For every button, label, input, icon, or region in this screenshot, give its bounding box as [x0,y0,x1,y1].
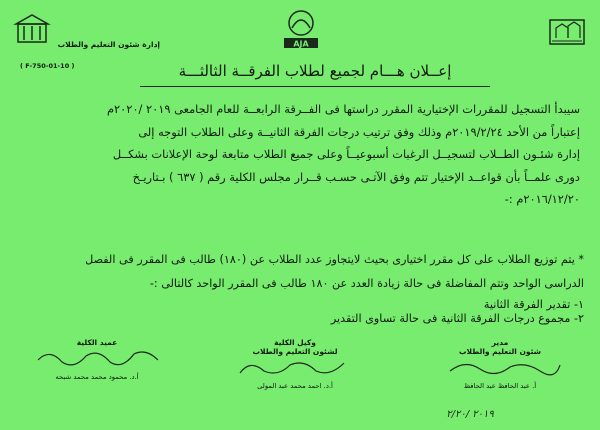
rule-line: الدراسى الواحد وتتم المفاضلة فى حالة زيادة العدد عن ١٨٠ طالب فى المقرر الواحد كالتالى :- [149,277,584,290]
announcement-title: إعــلان هـــام لجميع لطلاب الفرقــة الثالثـــة [178,62,452,80]
handwritten-date: ٢٠١٩ /٢/٢٠ [446,409,494,420]
aja-logo-icon [278,8,324,56]
signature-role: شئون التعليم والطلاب [458,347,542,356]
signature-name: أ.د. محمود محمد محمد شبحه [55,373,139,381]
title-underline [140,86,490,87]
signature-name: أ.د. احمد محمد عبد المولى [257,382,333,390]
signature-title: مدير [491,338,509,347]
signature-role: عميد الكلية [76,338,118,347]
announcement-body [24,98,580,211]
signature-name: أ. عبد الحافظ عبد الحافظ [463,382,537,390]
handwritten-date-icon [425,404,515,422]
body-line: دورى علمــاً بأن قواعــد الإختيار تتم وفق الآتـى حسـب قــرار مجلس الكلية رقم ( ٦٣٧ ) بـتاريـخ [132,169,580,184]
distribution-rule [18,248,584,296]
body-line: إعتباراً من الأحد ٢٠١٩/٢/٢٤م وذلك وفق ترتيب درجات الفرقة الثانيــة وعلى الطلاب التوجه إلى [138,124,580,139]
signature-block-affairs-director [430,338,570,390]
signature-role: لشئون التعليم والطلاب [252,347,338,356]
criterion-1: ١- تقدير الفرقة الثانية [483,298,584,311]
signature-scribble-icon [430,357,570,379]
signature-scribble-icon [22,348,172,370]
form-ref-code: ( F-750-01-10 ) [20,62,75,70]
signature-scribble-icon [220,357,370,379]
rule-line: * يتم توزيع الطلاب على كل مقرر اختيارى بحيث لايتجاوز عدد الطلاب عن (١٨٠) طالب فى المقرر فى الفصل [85,253,584,266]
university-emblem-icon [546,14,588,48]
signature-block-vice-dean [220,338,370,390]
criterion-2: ٢- مجموع درجات الفرقة الثانية فى حالة تساوى التقدير [330,312,584,325]
department-name: إدارة شئون التعليم والطلاب [57,40,160,49]
body-line: ٢٠١٦/١٢/٢٠م :- [504,192,580,207]
body-line: سيبدأ التسجيل للمقررات الإختيارية المقرر دراستها فى الفــرقة الرابعــة للعام الجامعى ٢٠١٩ /٢٠٢٠م [106,102,580,116]
aja-logo-text: AJA [293,39,309,49]
signature-title: وكيل الكلية [274,338,316,347]
signature-block-dean [22,338,172,381]
body-line: إدارة شئـون الطــلاب لتسجيــل الرغبات أسبوعيــاً وعلى جميع الطلاب متابعة لوحة الإعلانات بشكــل [112,147,580,162]
